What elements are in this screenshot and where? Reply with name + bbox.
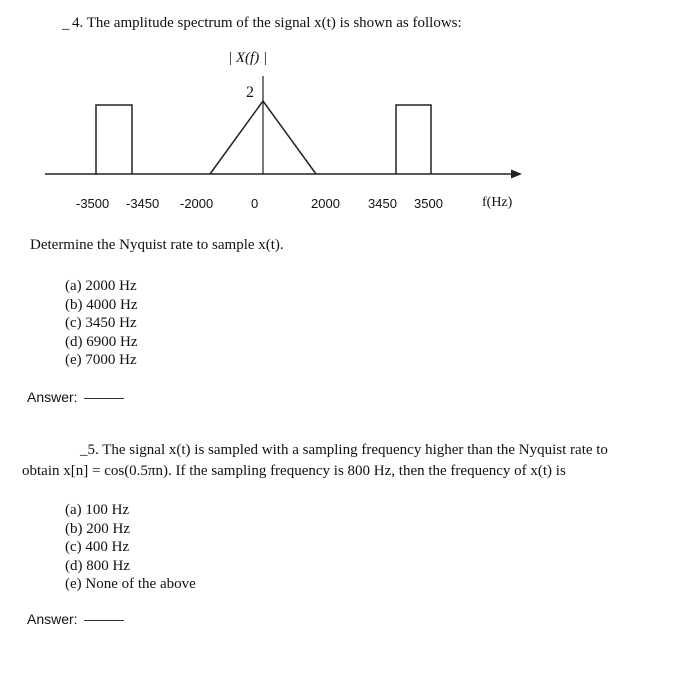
answer-blank[interactable]: [84, 398, 124, 399]
tick-label: 3500: [414, 196, 443, 211]
tick-label: 3450: [368, 196, 397, 211]
q4-answer: [27, 389, 124, 405]
right-rectangle-band: [396, 105, 431, 174]
q4-options: [65, 277, 137, 370]
option-a[interactable]: (a) 100 Hz: [65, 502, 130, 518]
axis-label: f(Hz): [482, 195, 513, 210]
peak-label: 2: [246, 84, 254, 101]
q4-number-underscore: _: [62, 16, 70, 32]
left-rectangle-band: [96, 105, 132, 174]
q5-number-underscore: _: [80, 442, 88, 458]
option-c[interactable]: (c) 400 Hz: [65, 539, 130, 555]
option-c[interactable]: (c) 3450 Hz: [65, 315, 137, 331]
q4-title: 4. The amplitude spectrum of the signal x(t) is shown as follows:: [72, 15, 462, 31]
tick-label: 2000: [311, 196, 340, 211]
option-b[interactable]: (b) 200 Hz: [65, 520, 130, 537]
tick-label: 0: [251, 196, 259, 211]
spectrum-plot: [0, 0, 686, 260]
q5-line-1: [80, 442, 608, 459]
answer-label: Answer:: [27, 611, 78, 627]
tick-label: -3500: [76, 196, 110, 211]
option-b[interactable]: (b) 4000 Hz: [65, 296, 138, 313]
answer-blank[interactable]: [84, 620, 124, 621]
q5-options: [65, 501, 196, 594]
q5-line-2: obtain x[n] = cos(0.5πn). If the sampling frequency is 800 Hz, then the frequency of x(t) is: [22, 463, 566, 479]
q5-text-1: 5. The signal x(t) is sampled with a sampling frequency higher than the Nyquist rate to: [87, 442, 608, 458]
option-e[interactable]: (e) None of the above: [65, 576, 196, 592]
tick-label: -2000: [180, 196, 214, 211]
option-d[interactable]: (d) 6900 Hz: [65, 333, 138, 350]
q4-question: Determine the Nyquist rate to sample x(t).: [30, 237, 284, 253]
spectrum-label: | X(f) |: [228, 50, 268, 66]
tick-label: -3450: [126, 196, 160, 211]
q5-answer: [27, 611, 124, 627]
option-a[interactable]: (a) 2000 Hz: [65, 278, 137, 294]
option-d[interactable]: (d) 800 Hz: [65, 557, 130, 574]
answer-label: Answer:: [27, 389, 78, 405]
f-axis-arrowhead: [511, 170, 522, 179]
option-e[interactable]: (e) 7000 Hz: [65, 352, 137, 368]
